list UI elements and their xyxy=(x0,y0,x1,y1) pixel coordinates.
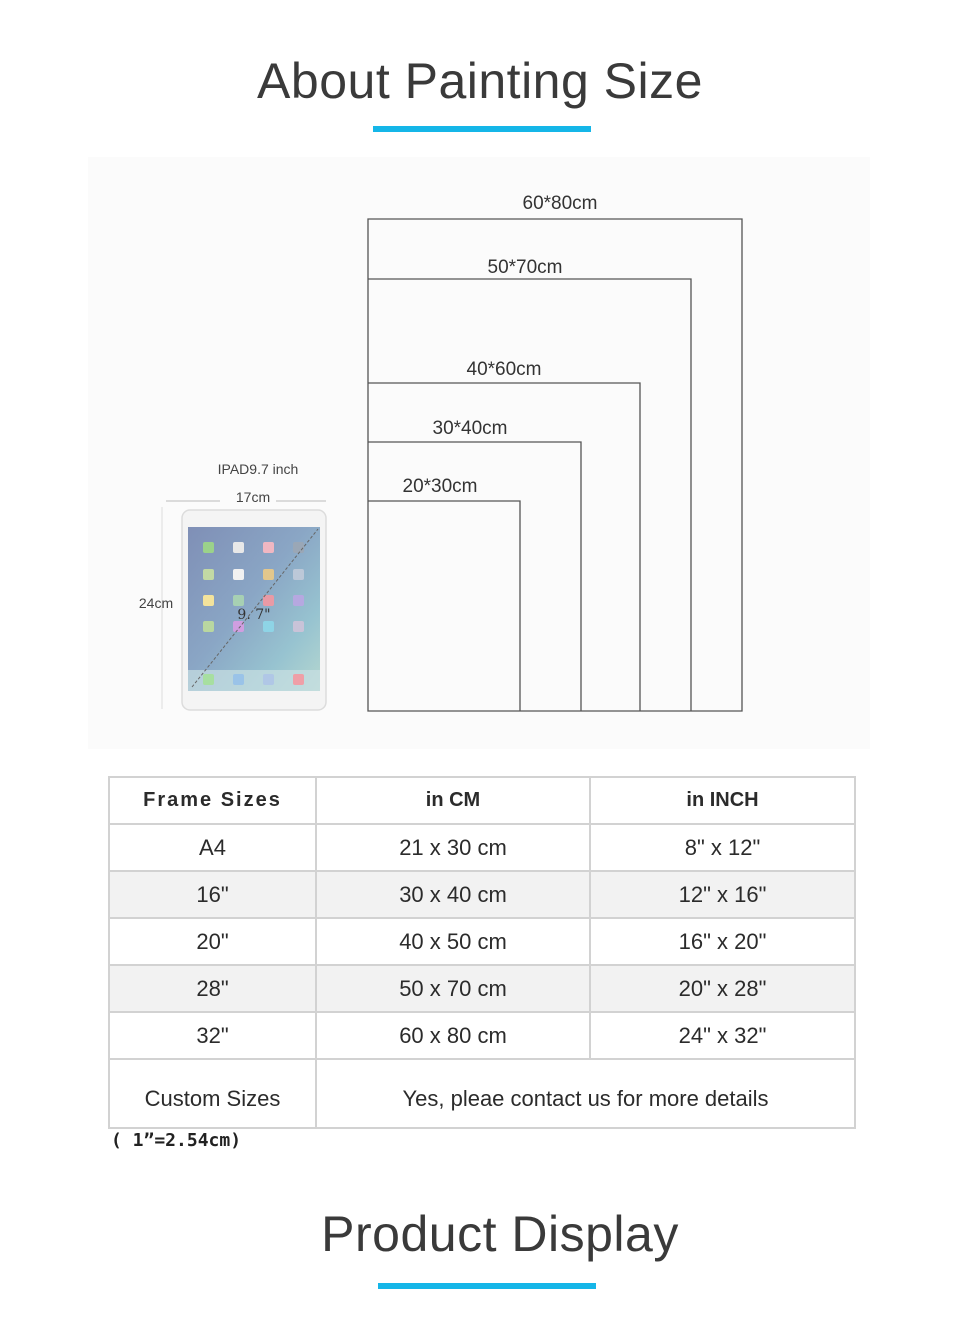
custom-sizes-label: Custom Sizes xyxy=(109,1059,316,1128)
cm-cell: 50 x 70 cm xyxy=(316,965,590,1012)
frame-size-cell: A4 xyxy=(109,824,316,871)
table-row xyxy=(109,1012,855,1059)
frame-label-30x40: 30*40cm xyxy=(432,418,508,439)
inch-cell: 20" x 28" xyxy=(590,965,855,1012)
cm-cell: 21 x 30 cm xyxy=(316,824,590,871)
inch-cell: 12" x 16" xyxy=(590,871,855,918)
title-underline xyxy=(373,126,591,132)
frame-label-50x70: 50*70cm xyxy=(487,257,563,278)
inch-cell: 8" x 12" xyxy=(590,824,855,871)
ipad-height-label: 24cm xyxy=(138,595,174,611)
table-row xyxy=(109,965,855,1012)
frame-60x80 xyxy=(368,219,742,711)
cm-cell: 40 x 50 cm xyxy=(316,918,590,965)
frame-size-cell: 28" xyxy=(109,965,316,1012)
header-in-inch: in INCH xyxy=(590,777,855,824)
size-comparison-diagram xyxy=(88,157,870,749)
inch-cell: 24" x 32" xyxy=(590,1012,855,1059)
table-row xyxy=(109,871,855,918)
size-table xyxy=(108,776,856,1129)
title-underline xyxy=(378,1283,596,1289)
cm-cell: 30 x 40 cm xyxy=(316,871,590,918)
custom-sizes-row xyxy=(109,1059,855,1128)
table-row xyxy=(109,918,855,965)
frame-20x30 xyxy=(368,501,520,711)
ipad-diagonal-label: 9. 7" xyxy=(237,607,271,623)
frame-size-cell: 32" xyxy=(109,1012,316,1059)
header-in-cm: in CM xyxy=(316,777,590,824)
frame-size-cell: 16" xyxy=(109,871,316,918)
table-header-row xyxy=(109,777,855,824)
ipad-width-label: 17cm xyxy=(235,489,271,505)
table-row xyxy=(109,824,855,871)
ipad-size-label: IPAD9.7 inch xyxy=(217,461,299,477)
frame-label-40x60: 40*60cm xyxy=(466,359,542,380)
frame-label-60x80: 60*80cm xyxy=(522,193,598,214)
frame-label-20x30: 20*30cm xyxy=(402,476,478,497)
frame-size-cell: 20" xyxy=(109,918,316,965)
header-frame-sizes: Frame Sizes xyxy=(109,777,316,824)
inch-cell: 16" x 20" xyxy=(590,918,855,965)
ipad-reference xyxy=(139,461,326,710)
custom-sizes-value: Yes, pleae contact us for more details xyxy=(316,1059,855,1128)
cm-cell: 60 x 80 cm xyxy=(316,1012,590,1059)
inch-conversion-note: ( 1”=2.54cm) xyxy=(111,1130,242,1151)
about-painting-size-title: About Painting Size xyxy=(257,53,703,109)
size-diagram-svg xyxy=(88,157,870,749)
product-display-title: Product Display xyxy=(321,1206,679,1262)
